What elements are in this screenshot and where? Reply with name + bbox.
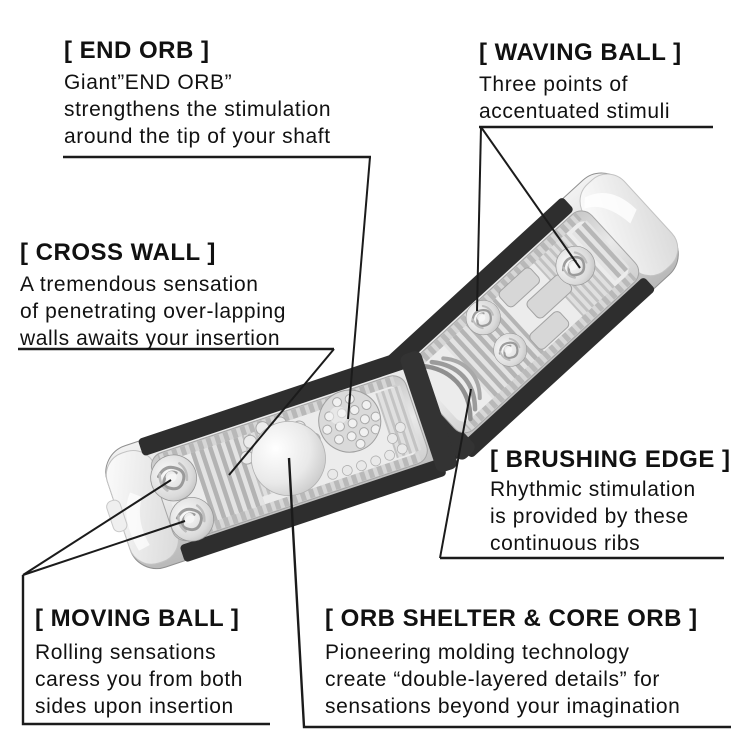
callout-text-line: Giant”END ORB” xyxy=(64,71,233,94)
callout-brushing-edge xyxy=(490,445,731,557)
callout-text-line: sensations beyond your imagination xyxy=(325,695,681,718)
callout-title: [ WAVING BALL ] xyxy=(479,39,682,66)
moving-ball-leader-line-2 xyxy=(23,521,185,575)
callout-title: [ END ORB ] xyxy=(64,37,210,64)
callout-text-line: of penetrating over-lapping xyxy=(20,300,287,323)
callout-orb-shelter-core-orb xyxy=(325,604,698,720)
callout-title: [ ORB SHELTER & CORE ORB ] xyxy=(325,605,698,632)
cross-wall-leader-line xyxy=(229,349,334,475)
callout-text-line: around the tip of your shaft xyxy=(64,125,331,148)
callout-text-line: caress you from both xyxy=(35,668,244,691)
callout-text-line: strengthens the stimulation xyxy=(64,98,332,121)
callout-text-line: Rhythmic stimulation xyxy=(490,478,696,501)
waving-ball-leader-line-2 xyxy=(481,127,580,268)
callout-title: [ BRUSHING EDGE ] xyxy=(490,446,731,473)
callout-cross-wall xyxy=(20,238,286,352)
callout-text-line: A tremendous sensation xyxy=(20,273,259,296)
callout-text-line: walls awaits your insertion xyxy=(20,327,281,350)
callout-title: [ MOVING BALL ] xyxy=(35,605,240,632)
callout-text-line: sides upon insertion xyxy=(35,695,234,718)
callout-moving-ball xyxy=(35,604,243,720)
waving-ball-leader-line-1 xyxy=(477,127,481,311)
callout-text-line: is provided by these xyxy=(490,505,689,528)
callout-text-line: create “double-layered details” for xyxy=(325,668,660,691)
callout-text-line: accentuated stimuli xyxy=(479,100,671,123)
callout-text-line: Rolling sensations xyxy=(35,641,217,664)
callout-text-line: continuous ribs xyxy=(490,532,641,555)
brushing-edge-leader-line xyxy=(440,389,471,558)
moving-ball-leader-line-1 xyxy=(23,480,171,575)
callout-title: [ CROSS WALL ] xyxy=(20,239,216,266)
callout-end-orb xyxy=(64,36,331,150)
callout-waving-ball xyxy=(479,38,682,125)
end-orb-leader-line xyxy=(348,157,370,419)
callout-text-line: Pioneering molding technology xyxy=(325,641,630,664)
callout-text-line: Three points of xyxy=(479,73,629,96)
